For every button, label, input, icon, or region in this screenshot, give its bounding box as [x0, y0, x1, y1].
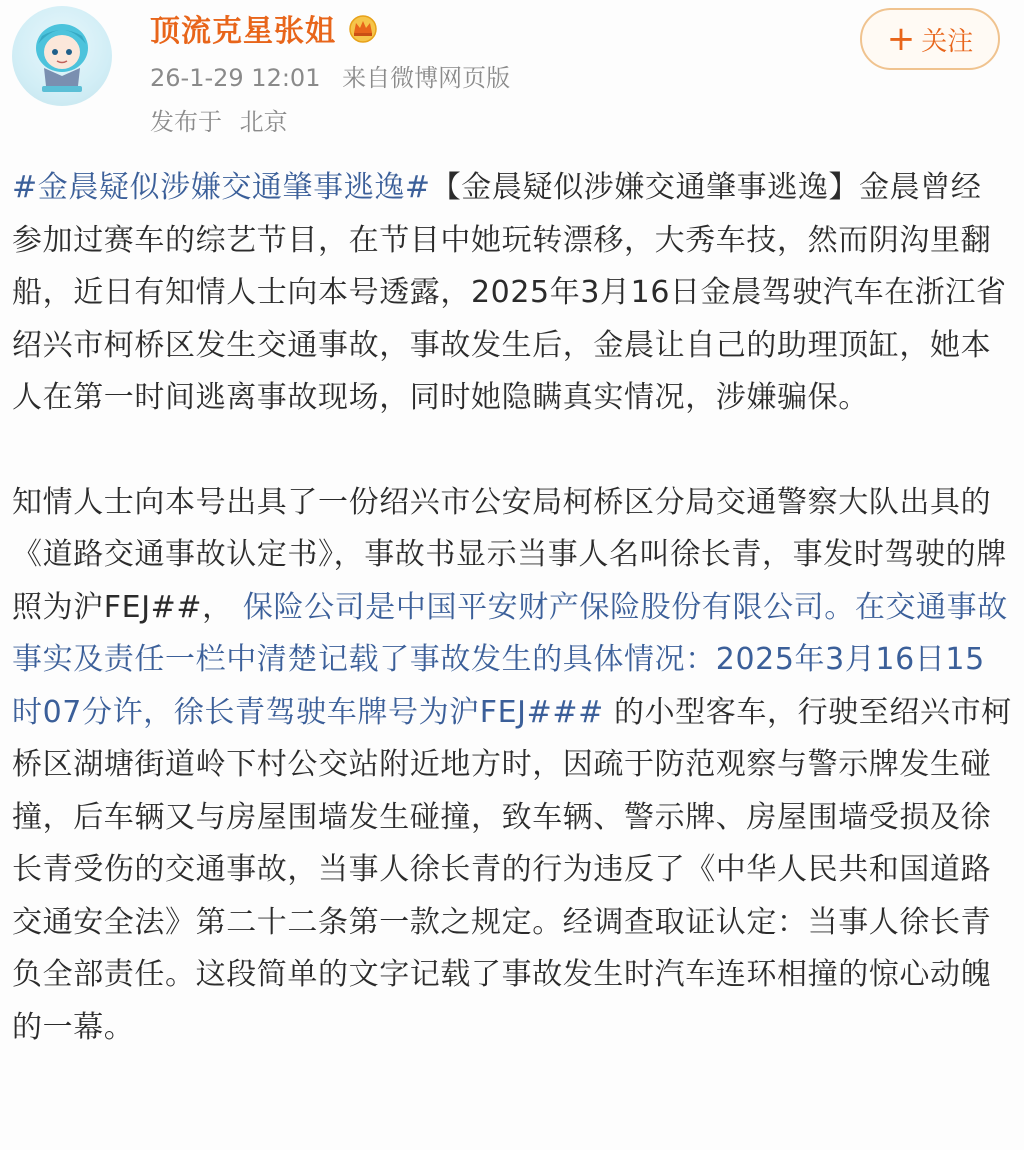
- author-name[interactable]: 顶流克星张姐: [150, 14, 336, 49]
- paragraph-1: [12, 162, 1012, 425]
- post-timestamp[interactable]: 26-1-29 12:01: [150, 64, 321, 92]
- location-prefix: 发布于: [150, 108, 222, 136]
- avatar-illustration: [12, 6, 112, 106]
- location-value: 北京: [239, 108, 288, 136]
- follow-button[interactable]: [860, 8, 1000, 70]
- hashtag-link[interactable]: #金晨疑似涉嫌交通肇事逃逸#: [12, 170, 431, 205]
- paragraph-2-text-a: 知情人士向本号出具了一份绍兴市公安局柯桥区分局交通警察大队出具的《道路交通事故认定书》，事故书显示当事人名叫徐长青，事发时驾驶的牌照为沪FEJ##，: [12, 484, 1007, 625]
- follow-label: 关注: [921, 26, 974, 57]
- post-content: [12, 162, 1012, 1054]
- paragraph-2-text-b: 的小型客车，行驶至绍兴市柯桥区湖塘街道岭下村公交站附近地方时，因疏于防范观察与警示牌发生碰撞，后车辆又与房屋围墙发生碰撞，致车辆、警示牌、房屋围墙受损及徐长青受伤的交通事故，当事人徐长青的行为违反了《中华人民共和国道路交通安全法》第二十二条第一款之规定。经调查取证认定：当事人徐长青负全部责任。这段简单的文字记载了事故发生时汽车连环相撞的惊心动魄的一幕。: [12, 694, 1012, 1045]
- post-source: 来自微博网页版: [342, 64, 511, 92]
- post-location: [150, 102, 288, 137]
- post-header: [0, 0, 1024, 150]
- avatar[interactable]: [12, 6, 112, 106]
- author-row: [150, 6, 380, 50]
- paragraph-2: [12, 477, 1012, 1055]
- plus-icon: +: [886, 19, 916, 59]
- paragraph-2-highlight: 保险公司是中国平安财产保险股份有限公司。在交通事故事实及责任一栏中清楚记载了事故发生的具体情况：2025年3月16日15时07分许，徐长青驾驶车牌号为沪FEJ###: [12, 589, 1008, 730]
- crown-icon: [346, 13, 380, 43]
- paragraph-1-text: 【金晨疑似涉嫌交通肇事逃逸】金晨曾经参加过赛车的综艺节目，在节目中她玩转漂移，大秀车技，然而阴沟里翻船，近日有知情人士向本号透露，2025年3月16日金晨驾驶汽车在浙江省绍兴市柯桥区发生交通事故，事故发生后，金晨让自己的助理顶缸，她本人在第一时间逃离事故现场，同时她隐瞒真实情况，涉嫌骗保。: [12, 170, 1007, 415]
- paragraph-spacer: [12, 425, 1012, 477]
- post-meta: [150, 58, 510, 93]
